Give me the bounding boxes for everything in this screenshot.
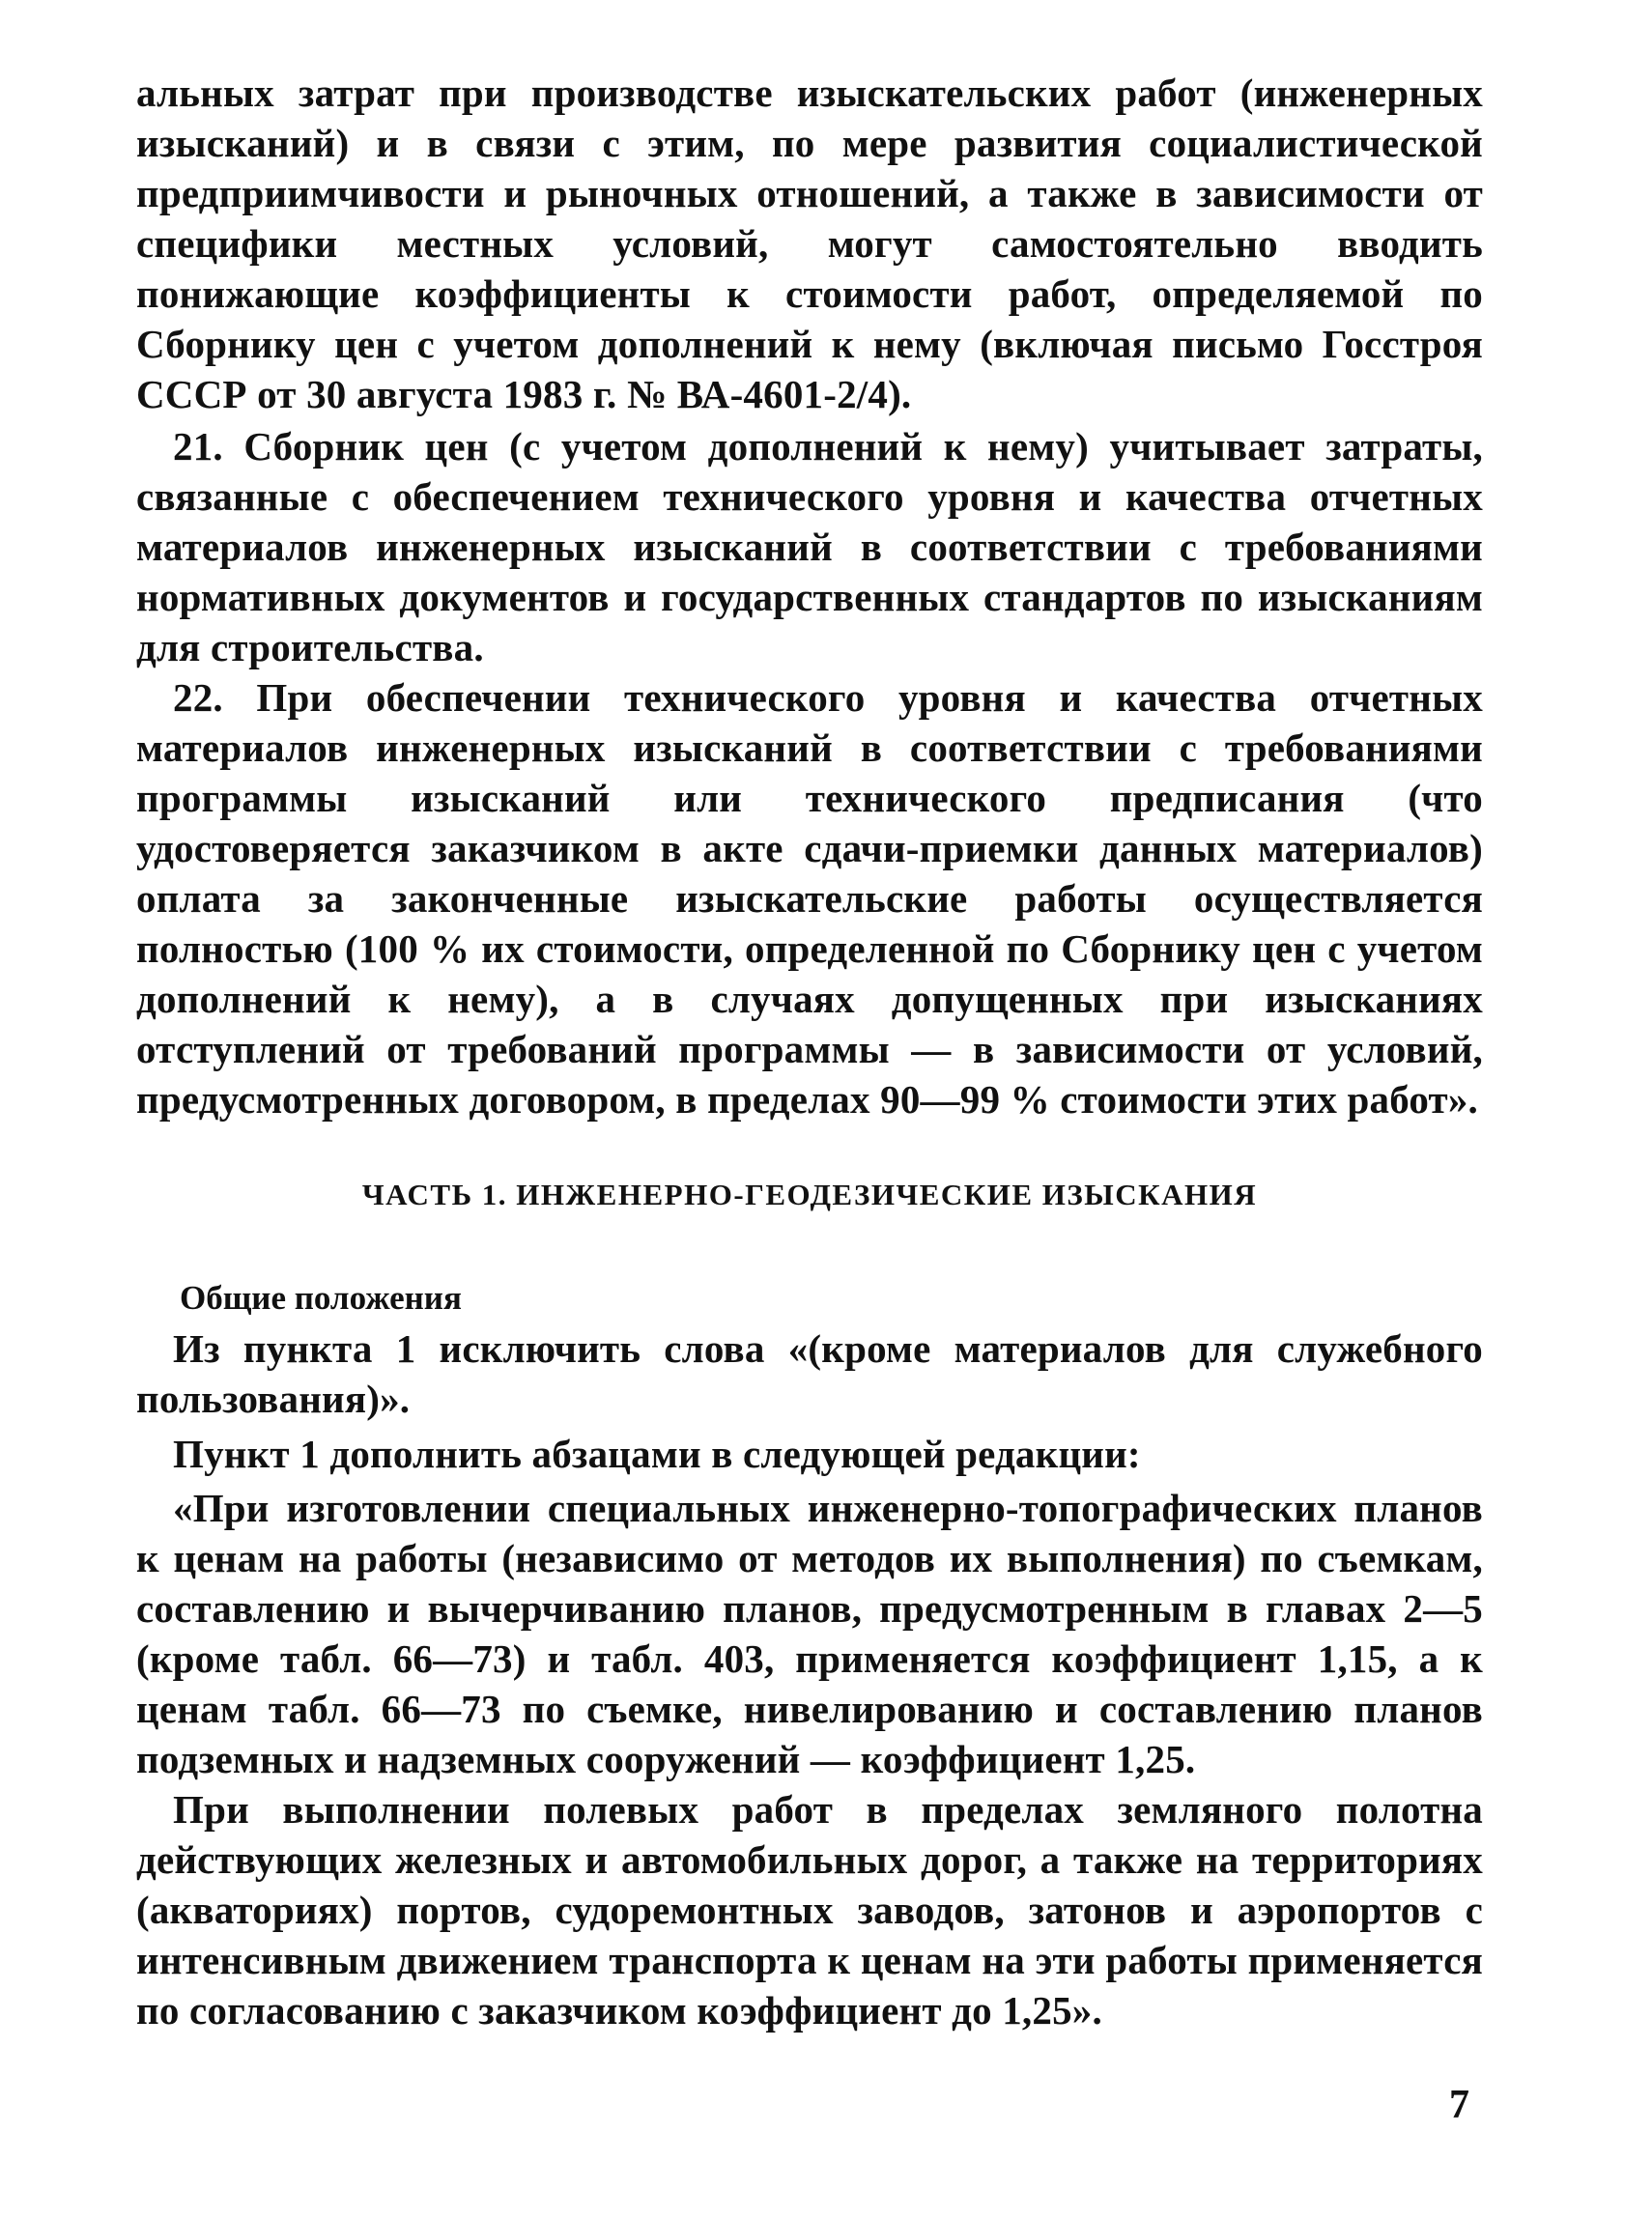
section-heading: ЧАСТЬ 1. ИНЖЕНЕРНО-ГЕОДЕЗИЧЕСКИЕ ИЗЫСКАНИЯ xyxy=(361,1178,1258,1211)
paragraph-21 xyxy=(136,421,1483,672)
intro-paragraph-text: альных затрат при производстве изыскательских работ (инженерных изысканий) и в связи с этим, по мере развития социалистической предприимчивости и рыночных отношений, а также в зависимости от специфики местных условий, могут самостоятельно вводить понижающие коэффициенты к стоимости работ, определяемой по Сборнику цен с учетом дополнений к нему (включая письмо Госстроя СССР от 30 августа 1983 г. № ВА-4601-2/4). xyxy=(136,71,1483,416)
item1-quote-text-2: При выполнении полевых работ в пределах земляного полотна действующих железных и автомобильных дорог, а также на территориях (акваториях) портов, судоремонтных заводов, затонов и аэропортов с интенсивным движением транспорта к ценам на эти работы применяется по согласованию с заказчиком коэффициент до 1,25». xyxy=(136,1787,1483,2033)
item1-add-text: Пункт 1 дополнить абзацами в следующей редакции: xyxy=(173,1432,1141,1476)
paragraph-21-text: 21. Сборник цен (с учетом дополнений к нему) учитывает затраты, связанные с обеспечением технического уровня и качества отчетных материалов инженерных изысканий в соответствии с требованиями нормативных документов и государственных стандартов по изысканиям для строительства. xyxy=(136,424,1483,669)
item1-quote-paragraph-1 xyxy=(136,1483,1483,1784)
page-number: 7 xyxy=(1449,2083,1469,2127)
item1-exclude-text: Из пункта 1 исключить слова «(кроме материалов для служебного пользования)». xyxy=(136,1326,1483,1421)
item1-exclude-paragraph xyxy=(136,1323,1483,1424)
item1-quote-paragraph-2 xyxy=(136,1784,1483,2035)
subheading-general-provisions: Общие положения xyxy=(180,1279,462,1317)
paragraph-22 xyxy=(136,672,1483,1124)
item1-add-paragraph xyxy=(136,1429,1483,1479)
intro-paragraph xyxy=(136,68,1483,419)
paragraph-22-text: 22. При обеспечении технического уровня и качества отчетных материалов инженерных изысканий в соответствии с требованиями программы изысканий или технического предписания (что удостоверяется заказчиком в акте сдачи-приемки данных материалов) оплата за законченные изыскательские работы осуществляется полностью (100 % их стоимости, определенной по Сборнику цен с учетом дополнений к нему), а в случаях допущенных при изысканиях отступлений от требований программы — в зависимости от условий, предусмотренных договором, в пределах 90—99 % стоимости этих работ». xyxy=(136,675,1483,1122)
item1-quote-text-1: «При изготовлении специальных инженерно-топографических планов к ценам на работы (независимо от методов их выполнения) по съемкам, составлению и вычерчиванию планов, предусмотренным в главах 2—5 (кроме табл. 66—73) и табл. 403, применяется коэффициент 1,15, а к ценам табл. 66—73 по съемке, нивелированию и составлению планов подземных и надземных сооружений — коэффициент 1,25. xyxy=(136,1486,1483,1781)
